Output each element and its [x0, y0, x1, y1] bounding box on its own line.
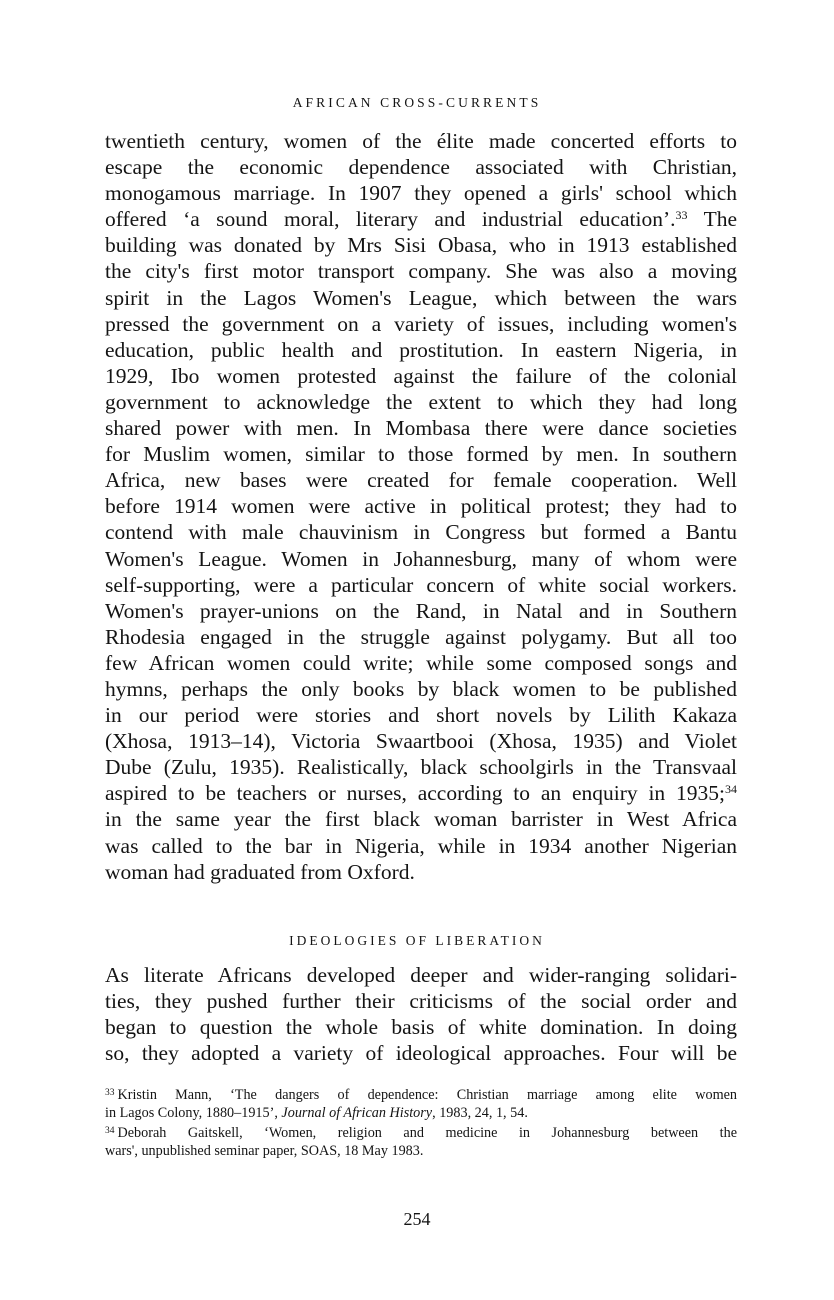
text-line: 1929, Ibo women protested against the failure of the colonial: [105, 363, 737, 388]
text-line: Dube (Zulu, 1935). Realistically, black schoolgirls in the Transvaal: [105, 755, 737, 780]
footnote-mark: 33: [105, 1088, 115, 1098]
text-line: began to question the whole basis of white domination. In doing: [105, 1015, 737, 1040]
text-line: [105, 780, 737, 806]
text-line: monogamous marriage. In 1907 they opened a girls' school which: [105, 181, 737, 206]
text-line: Rhodesia engaged in the struggle against polygamy. But all too: [105, 624, 737, 649]
text-line: woman had graduated from Oxford.: [105, 859, 415, 884]
footnote-33: [105, 1084, 737, 1104]
footnote-34-cont: wars', unpublished seminar paper, SOAS, 18 May 1983.: [105, 1143, 424, 1159]
text-line: Women's League. Women in Johannesburg, many of whom were: [105, 546, 737, 571]
text-line: Africa, new bases were created for female cooperation. Well: [105, 468, 737, 493]
footnote-ref[interactable]: 34: [725, 782, 737, 797]
text-line: pressed the government on a variety of issues, including women's: [105, 311, 737, 336]
footnote-text: Deborah Gaitskell, ‘Women, religion and medicine in Johannesburg between the: [117, 1125, 737, 1141]
text-line: (Xhosa, 1913–14), Victoria Swaartbooi (Xhosa, 1935) and Violet: [105, 729, 737, 754]
text-line: for Muslim women, similar to those formed by men. In southern: [105, 442, 737, 467]
text-line: in the same year the first black woman barrister in West Africa: [105, 807, 737, 832]
body-paragraph: [105, 128, 737, 885]
journal-title: Journal of African History: [281, 1105, 433, 1121]
footnote-mark: 34: [105, 1126, 115, 1136]
text-line: in our period were stories and short novels by Lilith Kakaza: [105, 703, 737, 728]
text-line: spirit in the Lagos Women's League, which between the wars: [105, 285, 737, 310]
text-line: contend with male chauvinism in Congress but formed a Bantu: [105, 520, 737, 545]
text-line-segment: offered ‘a sound moral, literary and industrial education’.: [105, 207, 676, 232]
text-line: shared power with men. In Mombasa there were dance societies: [105, 416, 737, 441]
page-number: 254: [403, 1209, 431, 1229]
text-line: education, public health and prostitution. In eastern Nigeria, in: [105, 337, 737, 362]
text-line: government to acknowledge the extent to which they had long: [105, 389, 737, 414]
text-line: ties, they pushed further their criticisms of the social order and: [105, 989, 737, 1014]
footnote-33-cont: [105, 1104, 737, 1122]
text-line: escape the economic dependence associated with Christian,: [105, 155, 737, 180]
text-line: before 1914 women were active in political protest; they had to: [105, 494, 737, 519]
text-line: was called to the bar in Nigeria, while in 1934 another Nigerian: [105, 833, 737, 858]
text-line: As literate Africans developed deeper and wider-ranging solidari-: [105, 963, 737, 987]
text-line: the city's first motor transport company. She was also a moving: [105, 259, 737, 284]
footnote-34: [105, 1122, 737, 1142]
text-line: [105, 206, 737, 232]
text-line: building was donated by Mrs Sisi Obasa, who in 1913 established: [105, 233, 737, 258]
footnote-ref[interactable]: 33: [675, 208, 688, 223]
text-line: self-supporting, were a particular concern of white social workers.: [105, 572, 737, 597]
text-line: so, they adopted a variety of ideological approaches. Four will be: [105, 1041, 737, 1066]
section-heading: IDEOLOGIES OF LIBERATION: [289, 933, 545, 948]
footnotes: [105, 1084, 737, 1160]
footnote-text: Kristin Mann, ‘The dangers of dependence: Christian marriage among elite women: [117, 1087, 737, 1103]
text-line: hymns, perhaps the only books by black women to be published: [105, 676, 737, 701]
footnote-text: in Lagos Colony, 1880–1915’,: [105, 1105, 282, 1121]
text-line: Women's prayer-unions on the Rand, in Natal and in Southern: [105, 598, 737, 623]
text-line-segment: aspired to be teachers or nurses, according to an enquiry in 1935;: [105, 781, 725, 806]
footnote-text: , 1983, 24, 1, 54.: [432, 1105, 528, 1121]
body-paragraph: [105, 962, 737, 1066]
running-head: AFRICAN CROSS-CURRENTS: [292, 95, 542, 110]
text-line: few African women could write; while some composed songs and: [105, 650, 737, 675]
text-line-segment: The: [687, 207, 737, 232]
text-line: twentieth century, women of the élite made concerted efforts to: [105, 129, 737, 153]
